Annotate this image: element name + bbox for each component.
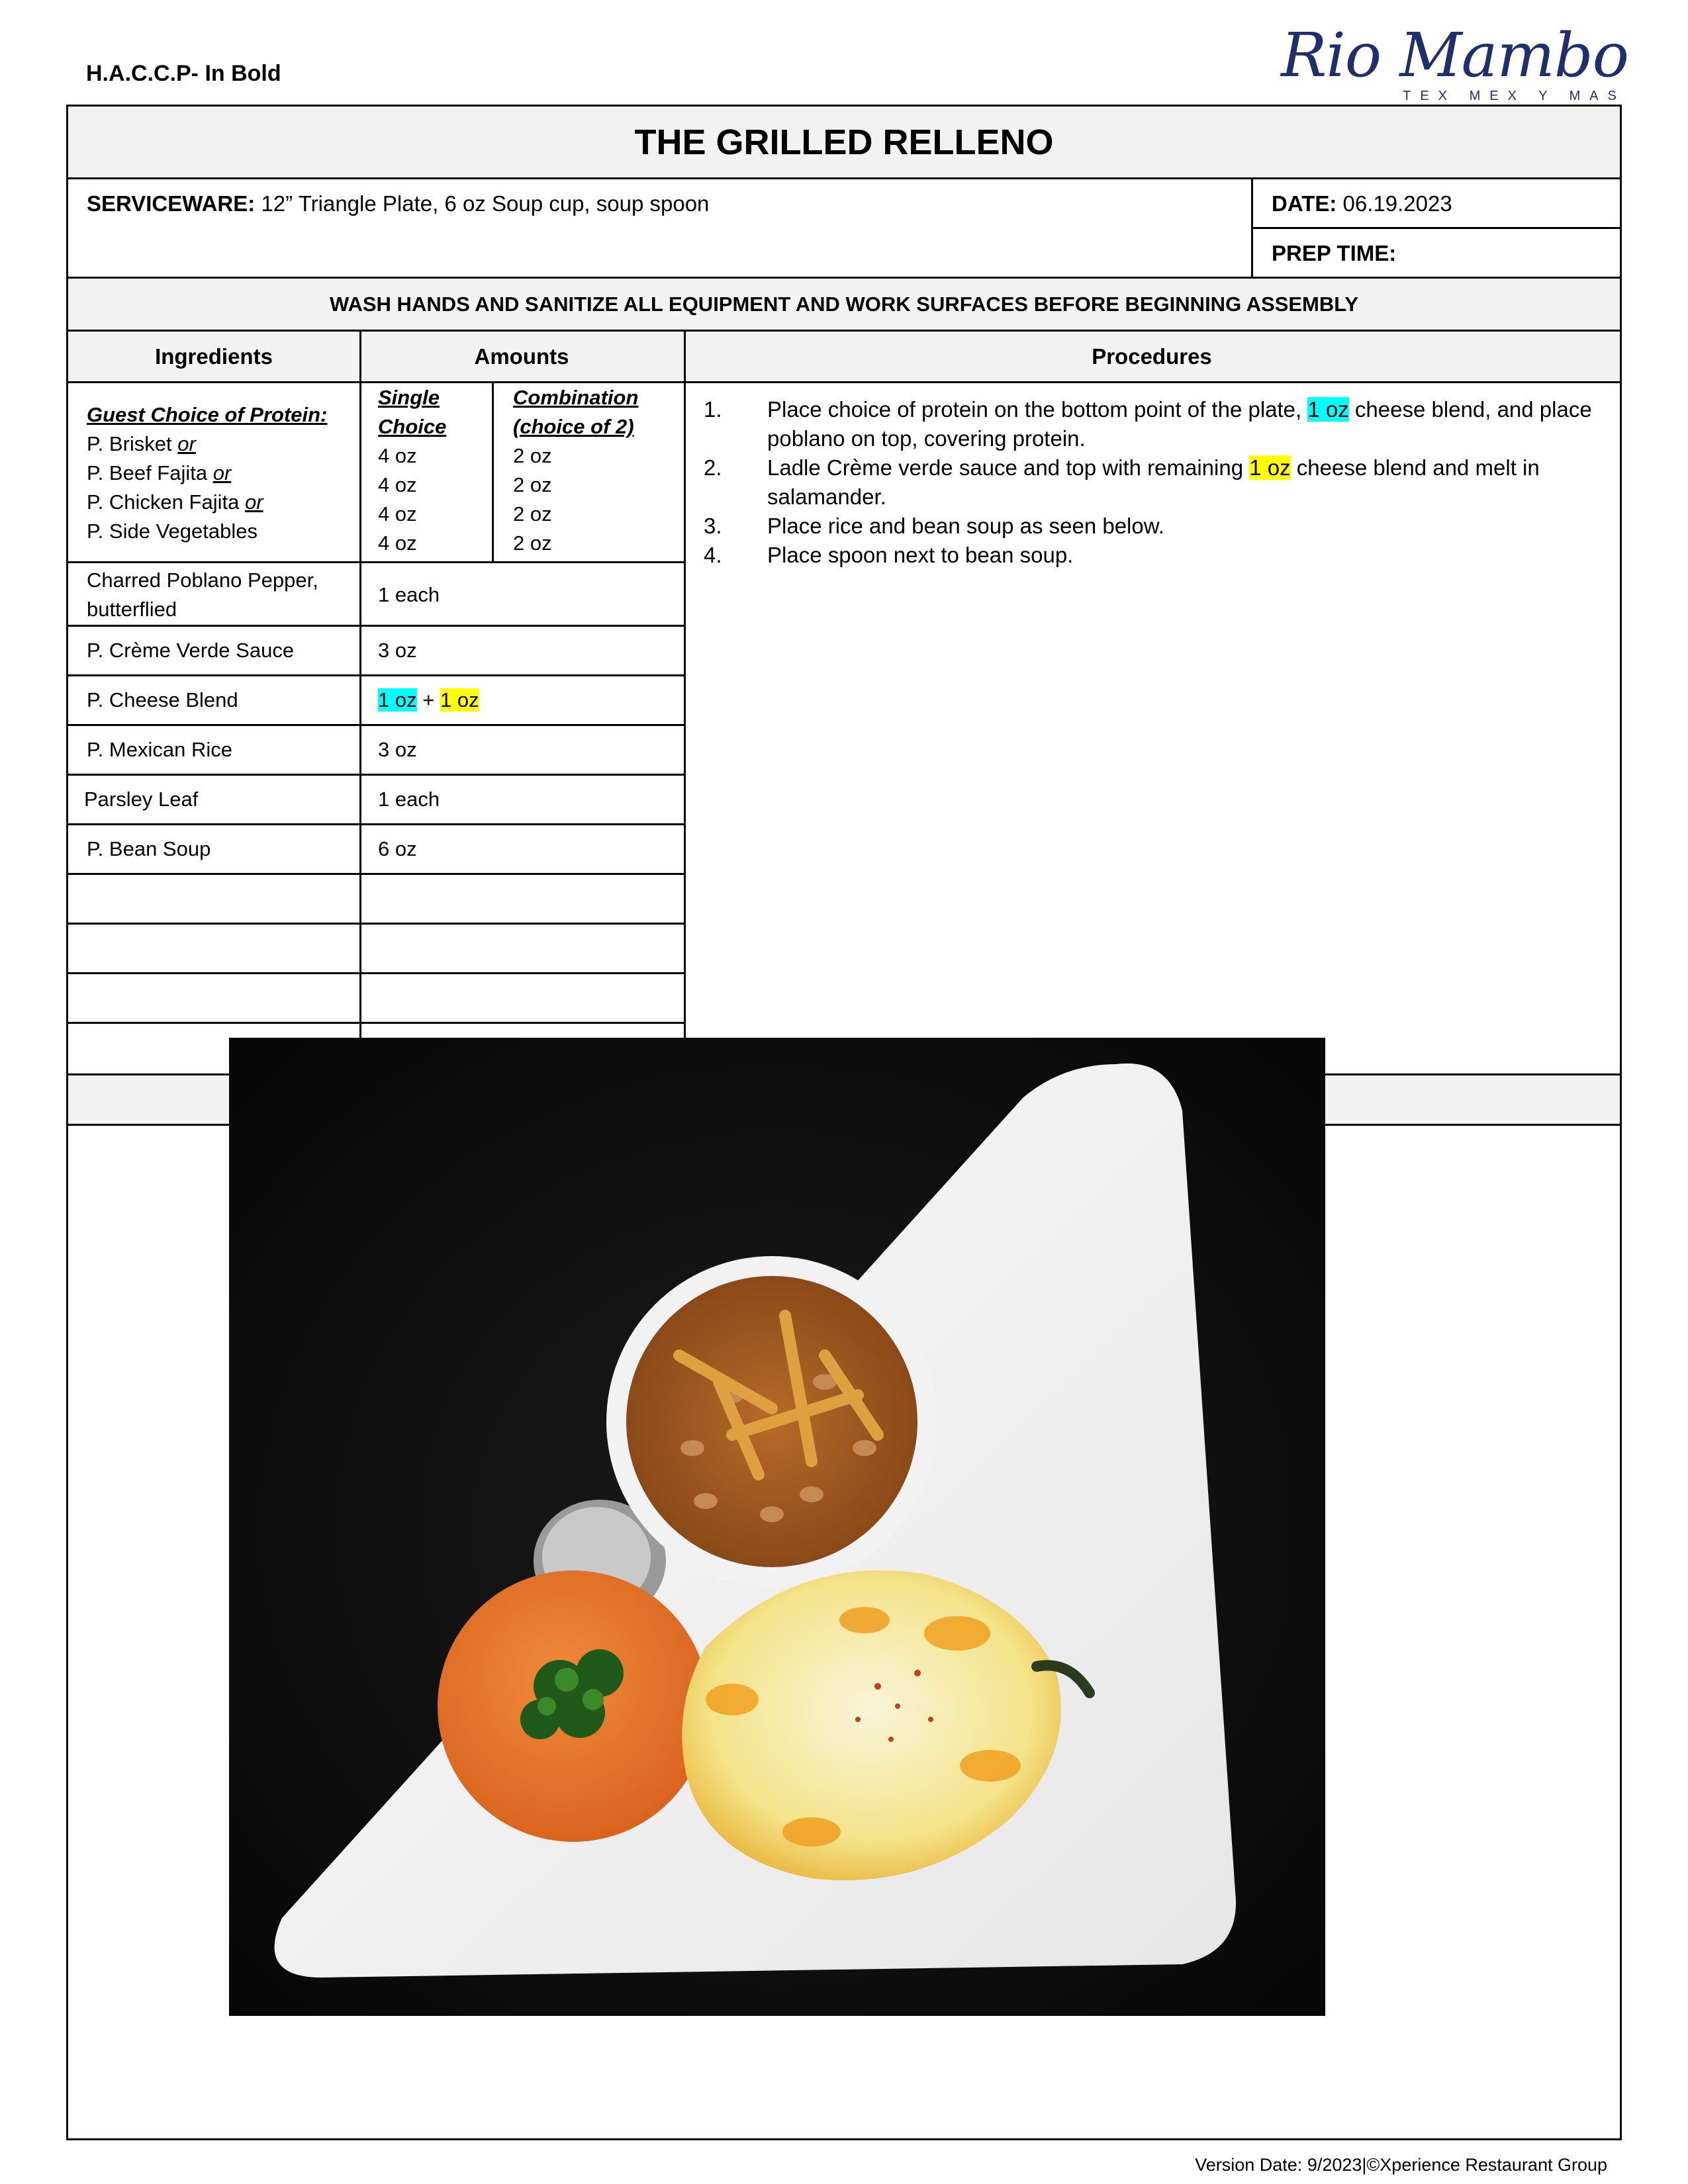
protein-list (87, 400, 327, 546)
ingredient-amount: 3 oz (378, 738, 417, 761)
combination-heading-2: (choice of 2) (513, 415, 634, 438)
procedures-header: Procedures (1092, 343, 1212, 369)
serviceware-cell (68, 179, 1253, 277)
single-choice-heading-1: Single (378, 386, 440, 409)
procedure-list (704, 395, 1604, 570)
ingredient-name: P. Cheese Blend (87, 688, 238, 711)
procedure-step: 4. Place spoon next to bean soup. (704, 543, 1074, 567)
single-choice-heading-2: Choice (378, 415, 447, 438)
serviceware-label: SERVICEWARE: (87, 191, 256, 216)
prep-time-cell: PREP TIME: (1272, 241, 1397, 265)
serviceware-row (68, 179, 1620, 279)
list-item: 4 oz (378, 473, 417, 496)
procedure-step: 3. Place rice and bean soup as seen below. (704, 514, 1164, 538)
column-headers (68, 332, 1620, 383)
ingredient-row (68, 563, 684, 627)
empty-row (68, 875, 684, 925)
combination-heading-1: Combination (513, 386, 639, 409)
list-item: P. Chicken Fajita or (87, 490, 263, 514)
list-item: 2 oz (513, 531, 552, 555)
logo-tagline: TEX MEX Y MAS (1403, 89, 1626, 103)
list-item: 4 oz (378, 502, 417, 525)
date-label: DATE: (1272, 191, 1337, 216)
divider (492, 383, 494, 561)
rio-mambo-logo (1281, 20, 1628, 103)
ingredient-amount: 1 each (378, 583, 440, 606)
empty-row (68, 925, 684, 974)
recipe-body (68, 383, 1620, 1075)
ingredient-name: Charred Poblano Pepper, butterflied (87, 569, 318, 621)
list-item: P. Beef Fajita or (87, 461, 232, 484)
ingredient-amount: 3 oz (378, 639, 417, 662)
ingredient-name: P. Bean Soup (87, 837, 211, 860)
list-item: P. Side Vegetables (87, 520, 258, 543)
ingredient-name: Parsley Leaf (84, 788, 199, 811)
logo-text: Rio Mambo (1281, 20, 1628, 91)
protein-heading: Guest Choice of Protein: (87, 403, 328, 426)
procedure-step: 1. Place choice of protein on the bottom point of the plate, 1 oz cheese blend, and place poblano on top, covering protein. (704, 397, 1592, 451)
ingredient-amount: 1 each (378, 788, 440, 811)
recipe-title: THE GRILLED RELLENO (68, 107, 1620, 179)
ingredient-row (68, 676, 684, 726)
ingredient-row (68, 726, 684, 776)
ingredient-row (68, 776, 684, 825)
ingredient-amount: 6 oz (378, 837, 417, 860)
list-item: P. Brisket or (87, 432, 196, 455)
single-choice-column (378, 383, 446, 558)
procedure-step: 2. Ladle Crème verde sauce and top with remaining 1 oz cheese blend and melt in salamander. (704, 455, 1540, 509)
amounts-header: Amounts (474, 343, 569, 369)
empty-row (68, 974, 684, 1024)
date-value: 06.19.2023 (1342, 191, 1452, 216)
wash-notice: WASH HANDS AND SANITIZE ALL EQUIPMENT AND WORK SURFACES BEFORE BEGINNING ASSEMBLY (68, 279, 1620, 332)
divider (684, 383, 686, 1073)
list-item: 2 oz (513, 444, 552, 467)
divider (684, 332, 686, 381)
ingredients-header: Ingredients (155, 343, 273, 369)
list-item: 2 oz (513, 502, 552, 525)
haccp-note: H.A.C.C.P- In Bold (86, 61, 281, 86)
ingredient-amount: 1 oz + 1 oz (378, 688, 479, 711)
divider (359, 383, 361, 563)
footer-version: Version Date: 9/2023|©Xperience Restaurant Group (1195, 2155, 1607, 2175)
ingredient-row (68, 627, 684, 676)
list-item: 4 oz (378, 531, 417, 555)
list-item: 4 oz (378, 444, 417, 467)
ingredient-name: P. Mexican Rice (87, 738, 232, 761)
serviceware-value: 12” Triangle Plate, 6 oz Soup cup, soup spoon (261, 191, 710, 216)
divider (359, 563, 361, 1073)
ingredient-name: P. Crème Verde Sauce (87, 639, 295, 662)
protein-row (68, 383, 684, 563)
ingredient-row (68, 825, 684, 875)
date-cell (1253, 179, 1620, 229)
plated-dish-photo (229, 1038, 1325, 2016)
combination-column (513, 383, 638, 558)
divider (359, 332, 361, 381)
list-item: 2 oz (513, 473, 552, 496)
